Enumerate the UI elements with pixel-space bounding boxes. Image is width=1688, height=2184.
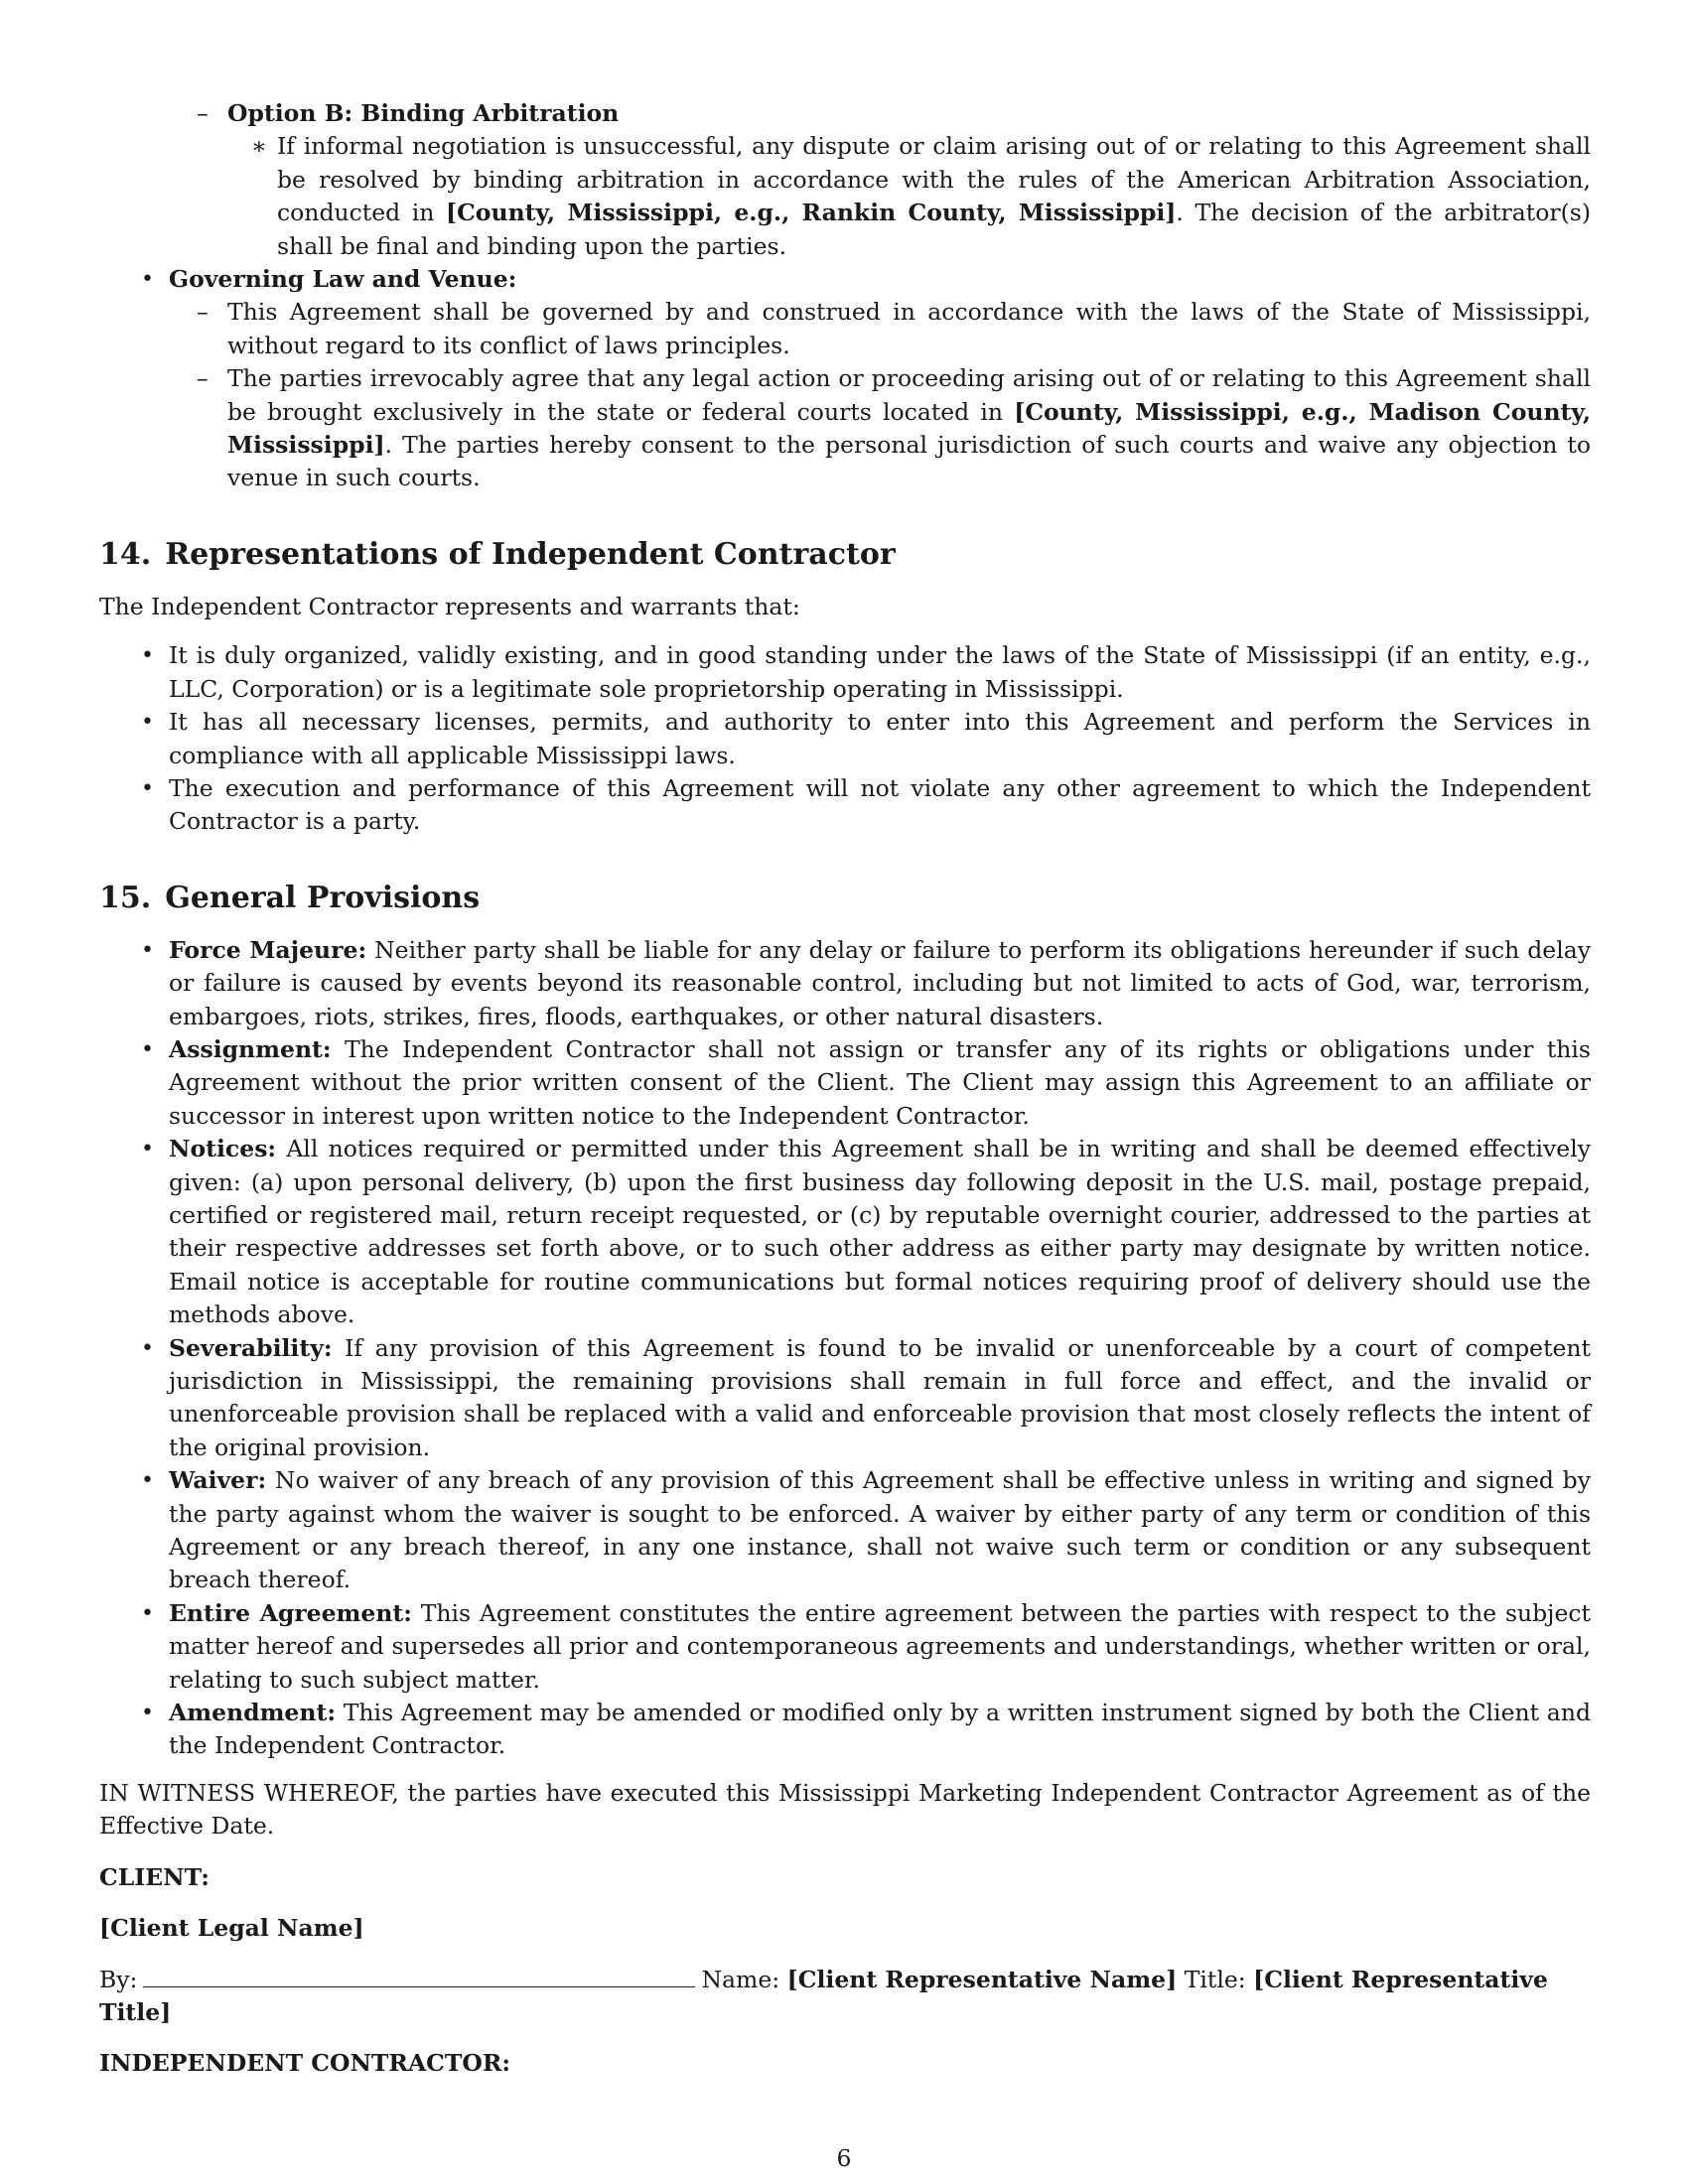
governing-law-item-2: – The parties irrevocably agree that any legal action or proceeding arising out of or relating to this Agreement shall be brought exclusively in the state or federal courts located in [County, Mississippi, e.g., Madison County, Mississippi]. The parties hereby consent to the personal jurisdiction of such courts and waive any objection to venue in such courts. bbox=[169, 362, 1591, 495]
arbitration-county-placeholder: [County, Mississippi, e.g., Rankin County, Mississippi] bbox=[445, 199, 1177, 227]
provision-notices: • Notices: All notices required or permitted under this Agreement shall be in writing and shall be deemed effectively given: (a) upon personal delivery, (b) upon the first business day following deposit in the U.S. mail, postage prepaid, certified or registered mail, return receipt requested, or (c) by reputable overnight courier, addressed to the parties at their respective addresses set forth above, or to such other address as either party may designate by written notice. Email notice is acceptable for routine communications but formal notices requiring proof of delivery should use the methods above. bbox=[99, 1133, 1591, 1331]
client-rep-title: [Client Representative Title] bbox=[99, 1965, 1548, 2026]
governing-law-title: Governing Law and Venue: bbox=[169, 265, 517, 294]
provision-force-majeure: • Force Majeure: Neither party shall be liable for any delay or failure to perform its obligations hereunder if such delay or failure is caused by events beyond its reasonable control, including but not limited to acts of God, war, terrorism, embargoes, riots, strikes, fires, floods, earthquakes, or other natural disasters. bbox=[99, 934, 1591, 1033]
arbitration-text: ∗ If informal negotiation is unsuccessful, any dispute or claim arising out of or relating to this Agreement shall be resolved by binding arbitration in accordance with the rules of the American Arbitration Association, conducted in [County, Mississippi, e.g., Rankin County, Mississippi]. The decision of the arbitrator(s) shall be final and binding upon the parties. bbox=[227, 130, 1591, 263]
provision-severability: • Severability: If any provision of this Agreement is found to be invalid or unenforceable by a court of competent jurisdiction in Mississippi, the remaining provisions shall remain in full force and effect, and the invalid or unenforceable provision shall be replaced with a valid and enforceable provision that most closely reflects the intent of the original provision. bbox=[99, 1332, 1591, 1465]
provision-assignment: • Assignment: The Independent Contractor shall not assign or transfer any of its rights or obligations under this Agreement without the prior written consent of the Client. The Client may assign this Agreement to an affiliate or successor in interest upon written notice to the Independent Contractor. bbox=[99, 1033, 1591, 1133]
document-page bbox=[99, 97, 1591, 2081]
governing-law-item-1: – This Agreement shall be governed by and construed in accordance with the laws of the State of Mississippi, without regard to its conflict of laws principles. bbox=[169, 296, 1591, 362]
venue-county-placeholder: [County, Mississippi, e.g., Madison County, Mississippi] bbox=[227, 397, 1592, 460]
section-14-heading: 14. Representations of Independent Contractor bbox=[99, 536, 896, 572]
section-15-heading: 15. General Provisions bbox=[99, 880, 481, 915]
client-signature-block: By: Name: [Client Representative Name] Title: [Client Representative Title] bbox=[99, 1965, 1548, 2026]
client-signature-line[interactable] bbox=[143, 1965, 695, 1987]
provision-amendment: • Amendment: This Agreement may be amended or modified only by a written instrument signed by both the Client and the Independent Contractor. bbox=[99, 1697, 1591, 1763]
section-14-item: • It has all necessary licenses, permits, and authority to enter into this Agreement and perform the Services in compliance with all applicable Mississippi laws. bbox=[99, 706, 1591, 772]
section-14-list bbox=[99, 639, 1591, 838]
option-b-title: Option B: Binding Arbitration bbox=[227, 99, 620, 127]
witness-clause: IN WITNESS WHEREOF, the parties have executed this Mississippi Marketing Independent Contractor Agreement as of the Effective Date. bbox=[99, 1778, 1591, 1841]
client-rep-name: [Client Representative Name] bbox=[786, 1965, 1178, 1993]
governing-law-list bbox=[99, 263, 1591, 495]
section-15-list bbox=[99, 934, 1591, 1763]
section-14-intro: The Independent Contractor represents and warrants that: bbox=[99, 592, 800, 620]
page-number: 6 bbox=[836, 2144, 852, 2172]
section-14-item: • The execution and performance of this Agreement will not violate any other agreement to which the Independent Contractor is a party. bbox=[99, 772, 1591, 839]
provision-entire-agreement: • Entire Agreement: This Agreement constitutes the entire agreement between the parties with respect to the subject matter hereof and supersedes all prior and contemporaneous agreements and understandings, whether written or oral, relating to such subject matter. bbox=[99, 1597, 1591, 1697]
client-legal-name: [Client Legal Name] bbox=[99, 1914, 364, 1943]
governing-law-sublist bbox=[99, 296, 1591, 494]
governing-law-item bbox=[99, 263, 1591, 495]
dispute-options-list bbox=[169, 97, 1591, 263]
option-b-item bbox=[169, 97, 1591, 263]
contractor-heading: INDEPENDENT CONTRACTOR: bbox=[99, 2049, 511, 2078]
section-14-item: • It is duly organized, validly existing, and in good standing under the laws of the State of Mississippi (if an entity, e.g., LLC, Corporation) or is a legitimate sole proprietorship operating in Mississippi. bbox=[99, 639, 1591, 706]
provision-waiver: • Waiver: No waiver of any breach of any provision of this Agreement shall be effective unless in writing and signed by the party against whom the waiver is sought to be enforced. A waiver by either party of any term or condition of this Agreement or any breach thereof, in any one instance, shall not waive such term or condition or any subsequent breach thereof. bbox=[99, 1464, 1591, 1597]
option-b-sublist bbox=[227, 130, 1591, 263]
client-heading: CLIENT: bbox=[99, 1862, 210, 1891]
